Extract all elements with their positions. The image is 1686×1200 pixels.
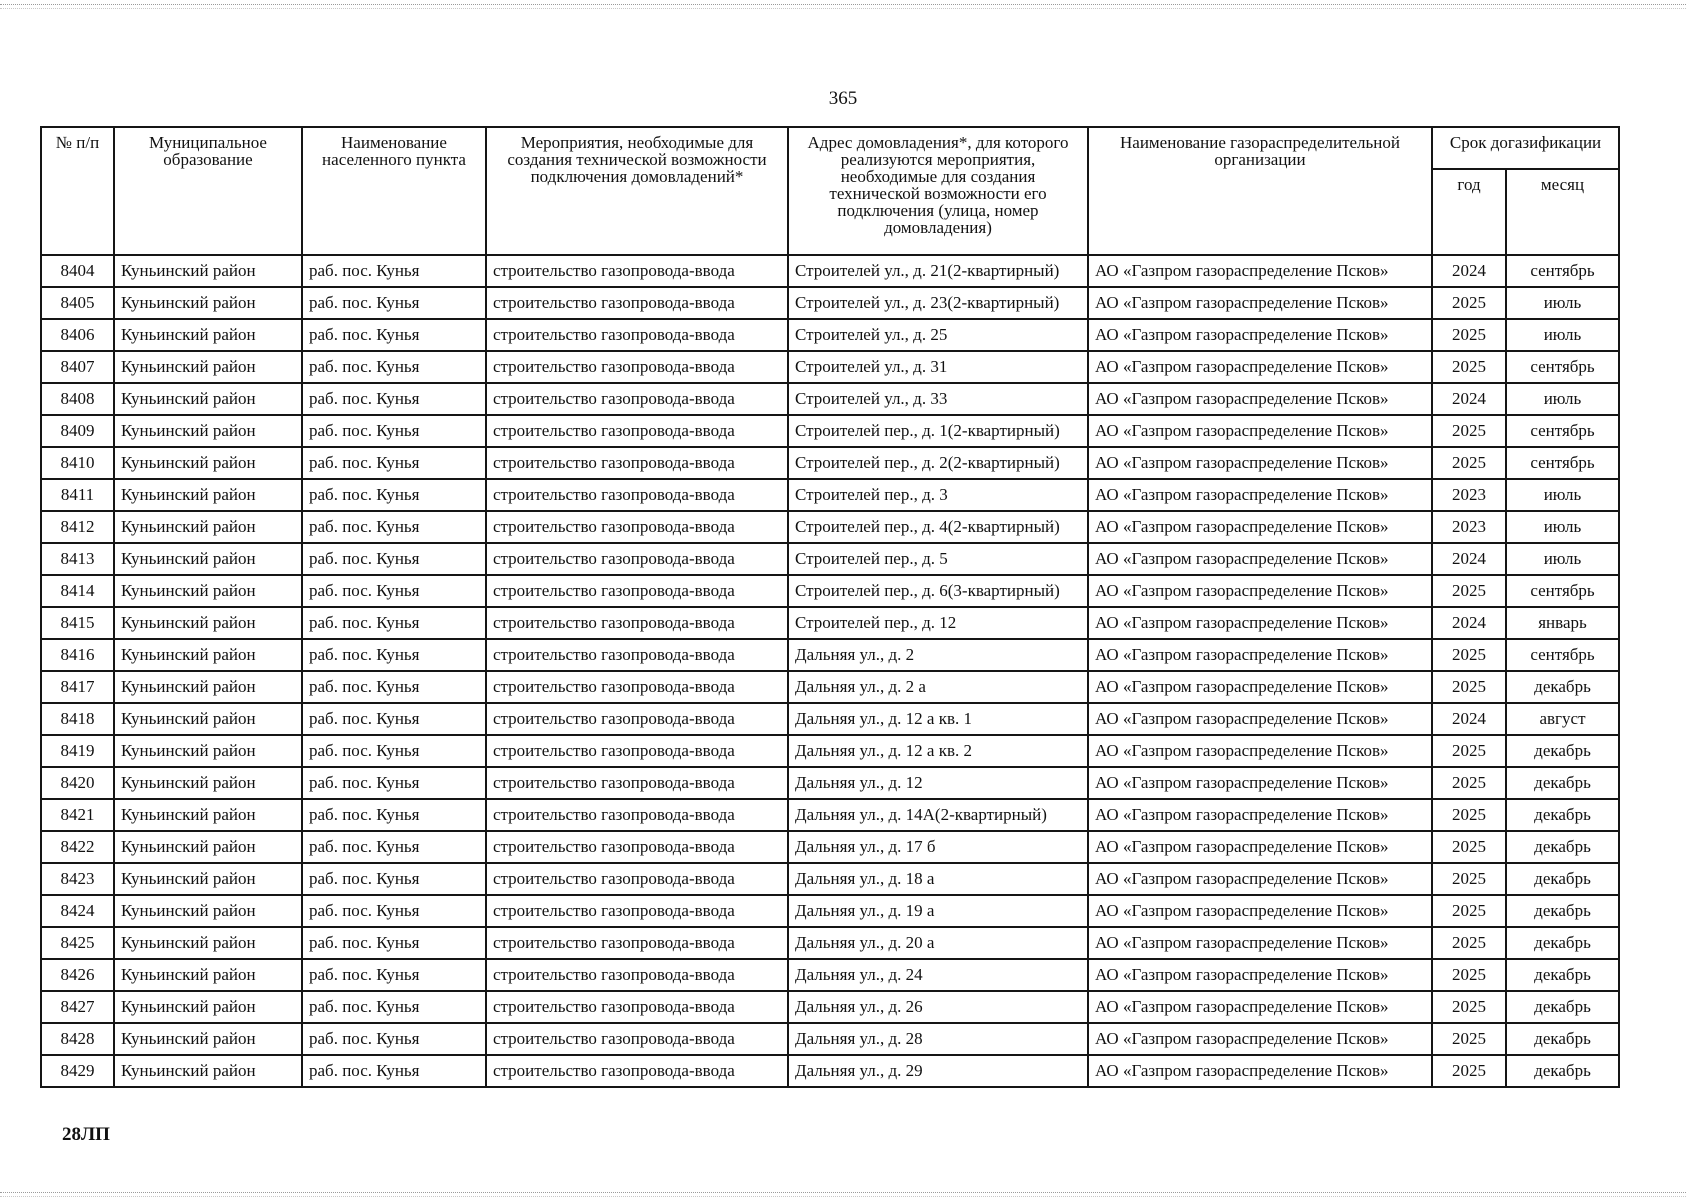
cell-organization: АО «Газпром газораспределение Псков» <box>1088 735 1432 767</box>
cell-year: 2025 <box>1432 671 1506 703</box>
cell-month: сентябрь <box>1506 351 1619 383</box>
table-row <box>41 863 1619 895</box>
table-row <box>41 735 1619 767</box>
cell-num: 8419 <box>41 735 114 767</box>
header-measures: Мероприятия, необходимые для создания технической возможности подключения домовладений* <box>486 127 788 255</box>
cell-month: декабрь <box>1506 799 1619 831</box>
cell-municipality: Куньинский район <box>114 1023 302 1055</box>
cell-address: Строителей пер., д. 6(3-квартирный) <box>788 575 1088 607</box>
cell-measure: строительство газопровода-ввода <box>486 287 788 319</box>
cell-num: 8427 <box>41 991 114 1023</box>
cell-num: 8425 <box>41 927 114 959</box>
cell-year: 2025 <box>1432 447 1506 479</box>
cell-address: Дальняя ул., д. 20 а <box>788 927 1088 959</box>
cell-year: 2025 <box>1432 351 1506 383</box>
cell-organization: АО «Газпром газораспределение Псков» <box>1088 575 1432 607</box>
cell-settlement: раб. пос. Кунья <box>302 863 486 895</box>
cell-num: 8414 <box>41 575 114 607</box>
cell-address: Строителей пер., д. 12 <box>788 607 1088 639</box>
cell-year: 2025 <box>1432 927 1506 959</box>
cell-year: 2024 <box>1432 255 1506 287</box>
cell-municipality: Куньинский район <box>114 799 302 831</box>
cell-organization: АО «Газпром газораспределение Псков» <box>1088 319 1432 351</box>
table-row <box>41 927 1619 959</box>
cell-municipality: Куньинский район <box>114 927 302 959</box>
cell-month: сентябрь <box>1506 255 1619 287</box>
header-deadline: Срок догазификации <box>1432 127 1619 169</box>
cell-month: сентябрь <box>1506 575 1619 607</box>
cell-measure: строительство газопровода-ввода <box>486 383 788 415</box>
table-row <box>41 607 1619 639</box>
cell-organization: АО «Газпром газораспределение Псков» <box>1088 1023 1432 1055</box>
cell-settlement: раб. пос. Кунья <box>302 671 486 703</box>
cell-municipality: Куньинский район <box>114 831 302 863</box>
cell-num: 8412 <box>41 511 114 543</box>
cell-month: июль <box>1506 543 1619 575</box>
cell-month: сентябрь <box>1506 415 1619 447</box>
cell-address: Дальняя ул., д. 17 б <box>788 831 1088 863</box>
cell-settlement: раб. пос. Кунья <box>302 959 486 991</box>
table-row <box>41 319 1619 351</box>
cell-num: 8426 <box>41 959 114 991</box>
cell-num: 8417 <box>41 671 114 703</box>
cell-measure: строительство газопровода-ввода <box>486 831 788 863</box>
cell-organization: АО «Газпром газораспределение Псков» <box>1088 415 1432 447</box>
cell-settlement: раб. пос. Кунья <box>302 351 486 383</box>
cell-year: 2023 <box>1432 479 1506 511</box>
cell-month: декабрь <box>1506 959 1619 991</box>
cell-measure: строительство газопровода-ввода <box>486 415 788 447</box>
cell-month: сентябрь <box>1506 447 1619 479</box>
table-row <box>41 415 1619 447</box>
cell-address: Дальняя ул., д. 18 а <box>788 863 1088 895</box>
cell-measure: строительство газопровода-ввода <box>486 319 788 351</box>
cell-organization: АО «Газпром газораспределение Псков» <box>1088 255 1432 287</box>
cell-measure: строительство газопровода-ввода <box>486 863 788 895</box>
cell-municipality: Куньинский район <box>114 383 302 415</box>
cell-organization: АО «Газпром газораспределение Псков» <box>1088 799 1432 831</box>
cell-settlement: раб. пос. Кунья <box>302 319 486 351</box>
cell-settlement: раб. пос. Кунья <box>302 383 486 415</box>
cell-num: 8407 <box>41 351 114 383</box>
cell-num: 8423 <box>41 863 114 895</box>
cell-year: 2025 <box>1432 575 1506 607</box>
table-row <box>41 479 1619 511</box>
cell-month: декабрь <box>1506 927 1619 959</box>
cell-organization: АО «Газпром газораспределение Псков» <box>1088 831 1432 863</box>
cell-year: 2025 <box>1432 1055 1506 1087</box>
table-row <box>41 703 1619 735</box>
cell-organization: АО «Газпром газораспределение Псков» <box>1088 639 1432 671</box>
cell-month: июль <box>1506 511 1619 543</box>
cell-measure: строительство газопровода-ввода <box>486 895 788 927</box>
table-row <box>41 959 1619 991</box>
cell-num: 8405 <box>41 287 114 319</box>
cell-municipality: Куньинский район <box>114 607 302 639</box>
header-year: год <box>1432 169 1506 255</box>
table-row <box>41 351 1619 383</box>
cell-year: 2025 <box>1432 287 1506 319</box>
cell-month: декабрь <box>1506 1023 1619 1055</box>
cell-year: 2025 <box>1432 1023 1506 1055</box>
cell-address: Дальняя ул., д. 2 а <box>788 671 1088 703</box>
cell-month: декабрь <box>1506 863 1619 895</box>
cell-measure: строительство газопровода-ввода <box>486 575 788 607</box>
cell-year: 2025 <box>1432 415 1506 447</box>
cell-settlement: раб. пос. Кунья <box>302 799 486 831</box>
cell-num: 8422 <box>41 831 114 863</box>
cell-measure: строительство газопровода-ввода <box>486 607 788 639</box>
cell-organization: АО «Газпром газораспределение Псков» <box>1088 959 1432 991</box>
cell-address: Строителей пер., д. 2(2-квартирный) <box>788 447 1088 479</box>
cell-month: сентябрь <box>1506 639 1619 671</box>
cell-num: 8404 <box>41 255 114 287</box>
cell-measure: строительство газопровода-ввода <box>486 735 788 767</box>
cell-year: 2025 <box>1432 959 1506 991</box>
cell-settlement: раб. пос. Кунья <box>302 415 486 447</box>
cell-settlement: раб. пос. Кунья <box>302 1055 486 1087</box>
gasification-table <box>40 126 1620 1088</box>
cell-settlement: раб. пос. Кунья <box>302 735 486 767</box>
cell-year: 2023 <box>1432 511 1506 543</box>
table-row <box>41 287 1619 319</box>
cell-municipality: Куньинский район <box>114 543 302 575</box>
cell-municipality: Куньинский район <box>114 991 302 1023</box>
cell-organization: АО «Газпром газораспределение Псков» <box>1088 511 1432 543</box>
cell-organization: АО «Газпром газораспределение Псков» <box>1088 607 1432 639</box>
cell-settlement: раб. пос. Кунья <box>302 575 486 607</box>
cell-year: 2024 <box>1432 383 1506 415</box>
cell-organization: АО «Газпром газораспределение Псков» <box>1088 863 1432 895</box>
cell-settlement: раб. пос. Кунья <box>302 287 486 319</box>
cell-year: 2024 <box>1432 703 1506 735</box>
cell-municipality: Куньинский район <box>114 959 302 991</box>
cell-num: 8406 <box>41 319 114 351</box>
cell-address: Дальняя ул., д. 28 <box>788 1023 1088 1055</box>
table-row <box>41 447 1619 479</box>
cell-measure: строительство газопровода-ввода <box>486 447 788 479</box>
cell-address: Строителей ул., д. 21(2-квартирный) <box>788 255 1088 287</box>
cell-year: 2025 <box>1432 319 1506 351</box>
cell-month: декабрь <box>1506 831 1619 863</box>
cell-organization: АО «Газпром газораспределение Псков» <box>1088 895 1432 927</box>
cell-municipality: Куньинский район <box>114 511 302 543</box>
cell-settlement: раб. пос. Кунья <box>302 255 486 287</box>
cell-month: декабрь <box>1506 1055 1619 1087</box>
cell-settlement: раб. пос. Кунья <box>302 639 486 671</box>
table-row <box>41 831 1619 863</box>
cell-month: июль <box>1506 287 1619 319</box>
cell-address: Дальняя ул., д. 14А(2-квартирный) <box>788 799 1088 831</box>
cell-municipality: Куньинский район <box>114 351 302 383</box>
cell-settlement: раб. пос. Кунья <box>302 991 486 1023</box>
cell-address: Дальняя ул., д. 26 <box>788 991 1088 1023</box>
cell-municipality: Куньинский район <box>114 639 302 671</box>
table-row <box>41 1023 1619 1055</box>
cell-year: 2025 <box>1432 799 1506 831</box>
cell-organization: АО «Газпром газораспределение Псков» <box>1088 767 1432 799</box>
table-row <box>41 511 1619 543</box>
cell-measure: строительство газопровода-ввода <box>486 1023 788 1055</box>
cell-month: июль <box>1506 383 1619 415</box>
page-number: 365 <box>828 88 858 109</box>
table-row <box>41 543 1619 575</box>
cell-settlement: раб. пос. Кунья <box>302 927 486 959</box>
cell-settlement: раб. пос. Кунья <box>302 607 486 639</box>
cell-municipality: Куньинский район <box>114 895 302 927</box>
cell-address: Дальняя ул., д. 29 <box>788 1055 1088 1087</box>
cell-year: 2025 <box>1432 831 1506 863</box>
cell-measure: строительство газопровода-ввода <box>486 543 788 575</box>
cell-municipality: Куньинский район <box>114 415 302 447</box>
cell-organization: АО «Газпром газораспределение Псков» <box>1088 287 1432 319</box>
cell-address: Строителей ул., д. 33 <box>788 383 1088 415</box>
cell-measure: строительство газопровода-ввода <box>486 671 788 703</box>
cell-municipality: Куньинский район <box>114 735 302 767</box>
cell-measure: строительство газопровода-ввода <box>486 991 788 1023</box>
cell-municipality: Куньинский район <box>114 863 302 895</box>
cell-organization: АО «Газпром газораспределение Псков» <box>1088 1055 1432 1087</box>
cell-address: Строителей ул., д. 25 <box>788 319 1088 351</box>
cell-year: 2025 <box>1432 639 1506 671</box>
cell-measure: строительство газопровода-ввода <box>486 959 788 991</box>
table-row <box>41 991 1619 1023</box>
table-row <box>41 1055 1619 1087</box>
cell-address: Дальняя ул., д. 24 <box>788 959 1088 991</box>
cell-month: июль <box>1506 319 1619 351</box>
cell-settlement: раб. пос. Кунья <box>302 511 486 543</box>
cell-organization: АО «Газпром газораспределение Псков» <box>1088 991 1432 1023</box>
cell-municipality: Куньинский район <box>114 447 302 479</box>
cell-num: 8409 <box>41 415 114 447</box>
cell-municipality: Куньинский район <box>114 319 302 351</box>
cell-address: Дальняя ул., д. 12 а кв. 1 <box>788 703 1088 735</box>
cell-month: июль <box>1506 479 1619 511</box>
cell-month: декабрь <box>1506 895 1619 927</box>
cell-year: 2025 <box>1432 767 1506 799</box>
cell-organization: АО «Газпром газораспределение Псков» <box>1088 479 1432 511</box>
cell-organization: АО «Газпром газораспределение Псков» <box>1088 927 1432 959</box>
cell-measure: строительство газопровода-ввода <box>486 639 788 671</box>
cell-municipality: Куньинский район <box>114 287 302 319</box>
cell-organization: АО «Газпром газораспределение Псков» <box>1088 383 1432 415</box>
cell-settlement: раб. пос. Кунья <box>302 831 486 863</box>
header-settlement: Наименование населенного пункта <box>302 127 486 255</box>
cell-address: Строителей ул., д. 31 <box>788 351 1088 383</box>
table-body <box>41 255 1619 1087</box>
cell-address: Строителей пер., д. 5 <box>788 543 1088 575</box>
cell-num: 8413 <box>41 543 114 575</box>
cell-address: Дальняя ул., д. 12 <box>788 767 1088 799</box>
cell-municipality: Куньинский район <box>114 703 302 735</box>
cell-year: 2025 <box>1432 895 1506 927</box>
cell-municipality: Куньинский район <box>114 479 302 511</box>
footer-code: 28ЛП <box>62 1124 110 1145</box>
cell-num: 8415 <box>41 607 114 639</box>
cell-organization: АО «Газпром газораспределение Псков» <box>1088 703 1432 735</box>
cell-measure: строительство газопровода-ввода <box>486 767 788 799</box>
cell-measure: строительство газопровода-ввода <box>486 1055 788 1087</box>
cell-month: декабрь <box>1506 767 1619 799</box>
cell-measure: строительство газопровода-ввода <box>486 703 788 735</box>
cell-address: Строителей пер., д. 3 <box>788 479 1088 511</box>
cell-measure: строительство газопровода-ввода <box>486 351 788 383</box>
cell-address: Строителей пер., д. 4(2-квартирный) <box>788 511 1088 543</box>
table-row <box>41 671 1619 703</box>
cell-num: 8408 <box>41 383 114 415</box>
header-month: месяц <box>1506 169 1619 255</box>
cell-num: 8416 <box>41 639 114 671</box>
cell-num: 8410 <box>41 447 114 479</box>
header-address: Адрес домовладения*, для которого реализуются мероприятия, необходимые для создания технической возможности его подключения (улица, номер домовладения) <box>788 127 1088 255</box>
cell-measure: строительство газопровода-ввода <box>486 927 788 959</box>
cell-settlement: раб. пос. Кунья <box>302 447 486 479</box>
cell-measure: строительство газопровода-ввода <box>486 799 788 831</box>
table-row <box>41 575 1619 607</box>
table-row <box>41 895 1619 927</box>
cell-settlement: раб. пос. Кунья <box>302 543 486 575</box>
header-organization: Наименование газораспределительной организации <box>1088 127 1432 255</box>
cell-address: Строителей ул., д. 23(2-квартирный) <box>788 287 1088 319</box>
table-row <box>41 255 1619 287</box>
cell-year: 2024 <box>1432 543 1506 575</box>
cell-year: 2024 <box>1432 607 1506 639</box>
table-row <box>41 799 1619 831</box>
cell-settlement: раб. пос. Кунья <box>302 479 486 511</box>
cell-municipality: Куньинский район <box>114 767 302 799</box>
cell-settlement: раб. пос. Кунья <box>302 703 486 735</box>
cell-month: август <box>1506 703 1619 735</box>
cell-num: 8424 <box>41 895 114 927</box>
cell-num: 8421 <box>41 799 114 831</box>
cell-organization: АО «Газпром газораспределение Псков» <box>1088 543 1432 575</box>
cell-organization: АО «Газпром газораспределение Псков» <box>1088 351 1432 383</box>
scan-bottom-edge <box>0 1192 1686 1197</box>
cell-municipality: Куньинский район <box>114 1055 302 1087</box>
cell-measure: строительство газопровода-ввода <box>486 479 788 511</box>
cell-month: январь <box>1506 607 1619 639</box>
cell-num: 8429 <box>41 1055 114 1087</box>
cell-measure: строительство газопровода-ввода <box>486 511 788 543</box>
cell-month: декабрь <box>1506 991 1619 1023</box>
cell-year: 2025 <box>1432 991 1506 1023</box>
cell-address: Дальняя ул., д. 2 <box>788 639 1088 671</box>
cell-address: Дальняя ул., д. 19 а <box>788 895 1088 927</box>
cell-month: декабрь <box>1506 735 1619 767</box>
cell-settlement: раб. пос. Кунья <box>302 895 486 927</box>
cell-num: 8418 <box>41 703 114 735</box>
cell-measure: строительство газопровода-ввода <box>486 255 788 287</box>
table-row <box>41 383 1619 415</box>
cell-address: Строителей пер., д. 1(2-квартирный) <box>788 415 1088 447</box>
cell-year: 2025 <box>1432 735 1506 767</box>
cell-municipality: Куньинский район <box>114 575 302 607</box>
cell-organization: АО «Газпром газораспределение Псков» <box>1088 671 1432 703</box>
table-row <box>41 767 1619 799</box>
table-header-row <box>41 127 1619 169</box>
header-num: № п/п <box>41 127 114 255</box>
cell-address: Дальняя ул., д. 12 а кв. 2 <box>788 735 1088 767</box>
cell-num: 8428 <box>41 1023 114 1055</box>
cell-num: 8411 <box>41 479 114 511</box>
cell-month: декабрь <box>1506 671 1619 703</box>
cell-num: 8420 <box>41 767 114 799</box>
cell-settlement: раб. пос. Кунья <box>302 767 486 799</box>
cell-municipality: Куньинский район <box>114 255 302 287</box>
cell-year: 2025 <box>1432 863 1506 895</box>
table-row <box>41 639 1619 671</box>
header-municipality: Муниципальное образование <box>114 127 302 255</box>
scan-top-edge <box>0 4 1686 9</box>
cell-settlement: раб. пос. Кунья <box>302 1023 486 1055</box>
cell-organization: АО «Газпром газораспределение Псков» <box>1088 447 1432 479</box>
cell-municipality: Куньинский район <box>114 671 302 703</box>
